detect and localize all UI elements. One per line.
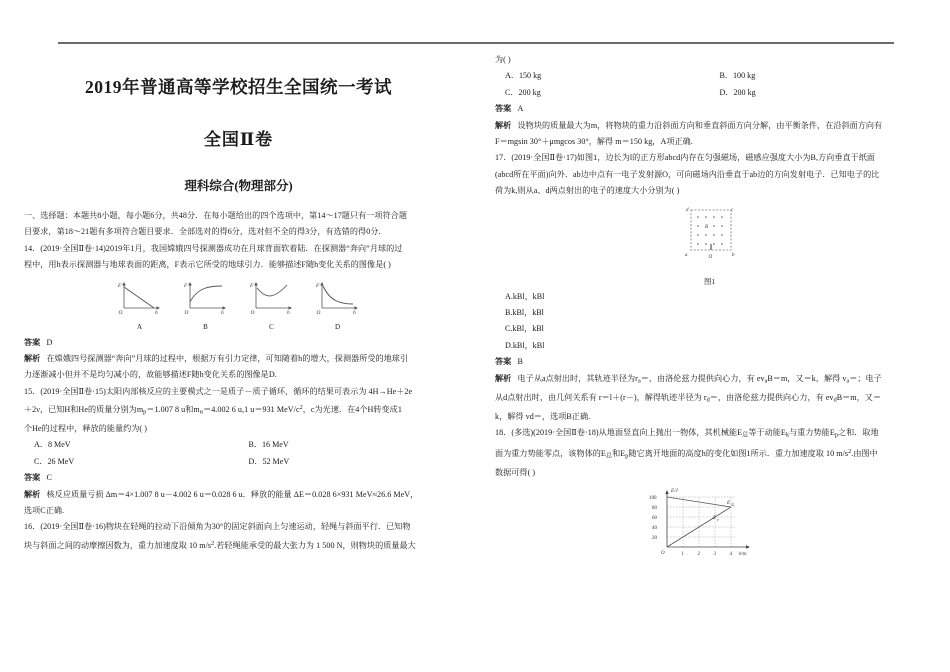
svg-text:a: a — [684, 252, 687, 258]
q15-option-b[interactable]: B．16 MeV — [248, 440, 289, 450]
q14-answer — [24, 335, 453, 351]
q15-answer-label: 答案 — [24, 473, 41, 483]
q16-analysis-line-2: F＝mgsin 30°＋μmgcos 30°，解得 m＝150 kg，A项正确. — [495, 137, 693, 147]
svg-text:O: O — [184, 309, 188, 316]
x-tick-4: 4 — [729, 552, 732, 558]
y-tick-40: 40 — [651, 526, 657, 532]
graph-d — [312, 280, 364, 318]
q16-analysis-line-1 — [495, 118, 924, 134]
q17-answer-label: 答案 — [495, 357, 512, 367]
q16-option-a[interactable]: A．150 kg — [505, 71, 542, 81]
q14-stem-line-1: 14．(2019·全国Ⅱ卷·14)2019年1月，我国嫦娥四号探测器成功在月球背面软着陆．在探测器“奔向”月球的过 — [24, 243, 403, 253]
x-axis-label: h/m — [738, 552, 746, 558]
q17-answer-value: B — [517, 357, 523, 367]
q16-analysis-text-1: 设物块的质量最大为m，将物块的重力沿斜面方向和垂直斜面方向分解，由平衡条件，在沿斜面方向有 — [517, 120, 883, 130]
q17-analysis-line-3: k，解得 vd＝，选项B正确. — [495, 411, 591, 421]
y-tick-20: 20 — [651, 536, 657, 542]
q15-analysis-line-1 — [24, 487, 453, 503]
svg-text:O: O — [708, 254, 712, 260]
page-subtitle: 全国Ⅱ卷 — [203, 130, 274, 149]
instructions-line-2: 目要求，第18～21题有多项符合题目要求．全部选对的得6分，选对但不全的得3分，有选错的得0分． — [24, 227, 387, 237]
y-tick-80: 80 — [651, 506, 657, 512]
q16-stem-line-1: 16．(2019·全国Ⅱ卷·16)物块在轻绳的拉动下沿倾角为30°的固定斜面向上匀速运动，轻绳与斜面平行．已知物 — [24, 522, 411, 532]
svg-text:h: h — [286, 309, 290, 316]
q17-figure — [495, 204, 924, 287]
two-column-layout — [0, 52, 950, 582]
q15-option-a[interactable]: A．8 MeV — [34, 440, 71, 450]
svg-text:O: O — [316, 309, 320, 316]
page-title: 2019年普通高等学校招生全国统一考试 — [85, 77, 392, 97]
q14-option-d-figure — [312, 280, 364, 331]
q17-option-d[interactable]: D.kBl，kBl — [505, 340, 545, 350]
q15-answer — [24, 470, 453, 486]
svg-text:h: h — [220, 309, 224, 316]
section-title: 理科综合(物理部分) — [184, 179, 293, 193]
svg-text:c: c — [730, 207, 733, 213]
q14-stem-line-2: 程中，用h表示探测器与地球表面的距离，F表示它所受的地球引力．能够描述F随h变化关系的图像是( ) — [24, 260, 391, 270]
q15-options-row-2 — [24, 454, 453, 470]
q14-label-d: D — [334, 322, 341, 331]
q17-analysis-line-1: 解析 电子从a点射出时，其轨迹半径为$r_a=$，由洛伦兹力提供向心力，有 $ev_aB=m$，又＝k，解得 $v_a=$；电子 — [495, 373, 882, 385]
energy-vs-height-chart — [635, 485, 785, 577]
q18-stem-line-1: 18．(多选)(2019·全国Ⅱ卷·18)从地面竖直向上抛出一物体，其机械能$E_总$等于动能$E_k$与重力势能$E_p$之和．取地 — [495, 428, 879, 439]
q16-analysis-label: 解析 — [495, 120, 512, 130]
q15-analysis-label: 解析 — [24, 489, 41, 499]
q14-option-b-figure — [180, 280, 232, 331]
q14-analysis-text-1: 在嫦娥四号探测器“奔向”月球的过程中，根据万有引力定律，可知随着h的增大，探测器所受的地球引 — [46, 354, 409, 364]
q14-label-b: B — [203, 322, 208, 331]
q17-stem-line-3: 荷为k,则从a、d两点射出的电子的速度大小分别为( ) — [495, 186, 680, 196]
header-rule — [58, 42, 894, 44]
q14-analysis-line-2: 力逐渐减小但并不是均匀减小的，故能够描述F随h变化关系的图像是D. — [24, 370, 277, 380]
x-tick-1: 1 — [681, 552, 684, 558]
instructions-line-1: 一、选择题：本题共8小题，每小题6分，共48分．在每小题给出的四个选项中，第14～17题只有一项符合题 — [24, 211, 407, 220]
q17-stem-line-1: 17．(2019·全国Ⅱ卷·17)如图1，边长为l的正方形abcd内存在匀强磁场，磁感应强度大小为B,方向垂直于纸面 — [495, 153, 876, 163]
svg-text:O: O — [250, 309, 254, 316]
q14-figure-group — [24, 280, 453, 331]
q17-option-a[interactable]: A.kBl，kBl — [505, 291, 545, 301]
svg-text:F: F — [249, 282, 253, 289]
q15-option-c[interactable]: C．26 MeV — [34, 456, 75, 466]
q16-answer-value: A — [517, 104, 524, 114]
svg-text:F: F — [315, 282, 319, 289]
q14-option-a-figure — [114, 280, 166, 331]
q15-stem-line-1: 15．(2019·全国Ⅱ卷·15)太阳内部核反应的主要模式之一是质子－质子循环，循环的结果可表示为 4H→He＋2e — [24, 386, 413, 396]
svg-text:F: F — [183, 282, 187, 289]
svg-text:b: b — [731, 252, 734, 258]
q16-options-row-1 — [495, 68, 924, 84]
q17-analysis-label: 解析 — [495, 373, 512, 383]
series-label-e-total: E — [726, 501, 730, 507]
series-sub-ep: p — [716, 517, 719, 522]
svg-text:h: h — [352, 309, 356, 316]
q16-answer — [495, 101, 924, 117]
q17-figure-caption: 图1 — [703, 276, 716, 286]
q18-stem-line-2: 面为重力势能零点，该物体的$E_总$和$E_p$随它离开地面的高度h的变化如图1所示．重力加速度取 10 $m/s^2$.由图中 — [495, 447, 878, 460]
magnetic-field-square-diagram — [665, 204, 755, 270]
q18-stem-line-3: 数据可得( ) — [495, 467, 536, 477]
q17-option-c[interactable]: C.kBl，kBl — [505, 324, 544, 334]
q16-option-c[interactable]: C．200 kg — [505, 87, 541, 97]
q14-analysis-label: 解析 — [24, 354, 41, 364]
q18-chart — [495, 485, 924, 582]
svg-text:h: h — [154, 309, 158, 316]
q15-stem-line-2: ＋2ν，已知H和He的质量分别为$m_p=1.007$ 8 u和$m_\alpha=4.002$ 6 u,1 u＝931 MeV/$c^2$，c为光速．在4个H转变成1 — [24, 404, 402, 416]
field-label: B — [704, 224, 708, 230]
q16-stem-line-2: 块与斜面之间的动摩擦因数为，重力加速度取 10 $m/s^2$.若轻绳能承受的最大张力为 1 500 N，则物块的质量最大 — [24, 539, 416, 550]
q17-stem-line-2: (abcd所在平面)向外．ab边中点有一电子发射源O，可向磁场内沿垂直于ab边的方向发射电子．已知电子的比 — [495, 169, 880, 179]
q16-options-row-2 — [495, 85, 924, 101]
q16-option-d[interactable]: D．200 kg — [719, 87, 756, 97]
q14-answer-value: D — [46, 337, 53, 347]
q14-analysis-line-1 — [24, 351, 453, 367]
y-tick-60: 60 — [651, 516, 657, 522]
q17-option-b[interactable]: B.kBl，kBl — [505, 308, 544, 318]
origin-label: O — [660, 551, 665, 557]
series-label-ep: E — [712, 516, 716, 522]
svg-text:F: F — [117, 282, 121, 289]
q14-option-c-figure — [246, 280, 298, 331]
q15-analysis-line-2: 选项C正确. — [24, 506, 65, 516]
q15-options-row-1 — [24, 437, 453, 453]
series-sub-e-total: 总 — [730, 502, 734, 507]
q15-analysis-text-1: 核反应质量亏损 Δm＝4×1.007 8 u－4.002 6 u＝0.028 6 u．释放的能量 ΔE＝0.028 6×931 MeV≈26.6 MeV， — [46, 489, 419, 499]
right-column — [475, 52, 950, 582]
q16-answer-label: 答案 — [495, 104, 512, 114]
q16-stem-line-3: 为( ) — [495, 55, 511, 64]
q17-analysis-line-2: 从d点射出时，由几何关系有 r＝l＋(r－)，解得轨迹半径为 $r_d=$，由洛伦兹力提供向心力，有 $ev_dB=m$，又＝ — [495, 392, 882, 404]
y-tick-100: 100 — [648, 496, 656, 502]
q15-stem-line-3: 个He的过程中，释放的能量约为( ) — [24, 423, 147, 433]
svg-text:d: d — [685, 207, 688, 213]
x-tick-3: 3 — [713, 552, 716, 558]
q15-answer-value: C — [46, 473, 52, 483]
x-tick-2: 2 — [697, 552, 700, 558]
q14-answer-label: 答案 — [24, 337, 41, 347]
q14-label-c: C — [269, 322, 274, 331]
graph-a — [114, 280, 166, 318]
q17-answer — [495, 354, 924, 370]
q16-option-b[interactable]: B．100 kg — [719, 71, 756, 81]
left-column — [0, 52, 475, 582]
graph-b — [180, 280, 232, 318]
svg-text:O: O — [118, 309, 122, 316]
y-axis-label: E/J — [670, 489, 678, 495]
q15-option-d[interactable]: D．52 MeV — [248, 456, 290, 466]
graph-c — [246, 280, 298, 318]
q14-label-a: A — [136, 322, 143, 331]
